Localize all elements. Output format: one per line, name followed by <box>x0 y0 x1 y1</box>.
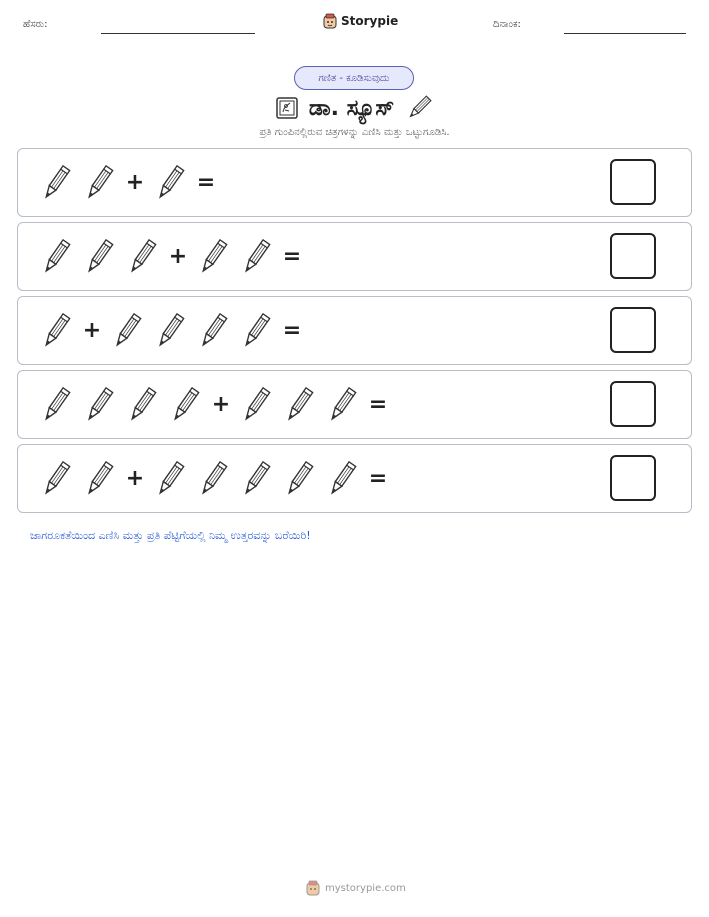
answer-box[interactable] <box>610 233 656 279</box>
plus-sign: + <box>125 466 145 491</box>
title-row <box>0 92 709 124</box>
plus-sign: + <box>82 318 102 343</box>
pencil-icon <box>81 237 117 277</box>
pencil-icon <box>81 385 117 425</box>
pencil-icon <box>324 459 360 499</box>
brand-name: Storypie <box>341 14 399 28</box>
problem-row <box>17 148 692 217</box>
pencil-icon <box>281 459 317 499</box>
equals-sign: = <box>282 244 302 269</box>
site-url: mystorypie.com <box>325 882 406 894</box>
pencil-icon <box>195 237 231 277</box>
answer-box[interactable] <box>610 455 656 501</box>
brand <box>323 13 398 29</box>
pencil-icon <box>81 163 117 203</box>
pencil-icon <box>195 311 231 351</box>
problem-row <box>17 444 692 513</box>
storypie-logo-icon <box>306 880 320 896</box>
storypie-logo-icon <box>323 13 337 29</box>
answer-box[interactable] <box>610 307 656 353</box>
problem-row <box>17 222 692 291</box>
problem-row <box>17 296 692 365</box>
answer-box[interactable] <box>610 159 656 205</box>
pencil-icon <box>324 385 360 425</box>
pencil-icon <box>152 459 188 499</box>
pencil-icon <box>38 163 74 203</box>
equals-sign: = <box>368 392 388 417</box>
equals-sign: = <box>196 170 216 195</box>
answer-box[interactable] <box>610 381 656 427</box>
problem-expression <box>38 223 309 290</box>
pencil-icon <box>81 459 117 499</box>
pencil-icon <box>38 237 74 277</box>
footer-note: ಜಾಗರೂಕತೆಯಿಂದ ಎಣಿಸಿ ಮತ್ತು ಪ್ರತಿ ಪೆಟ್ಟಿಗೆಯಲ್ಲಿ ನಿಮ್ಮ ಉತ್ತರವನ್ನು ಬರೆಯಿರಿ! <box>30 529 311 542</box>
instructions: ಪ್ರತಿ ಗುಂಪಿನಲ್ಲಿರುವ ಚಿತ್ರಗಳನ್ನು ಎಣಿಸಿ ಮತ್ತು ಒಟ್ಟುಗೂಡಿಸಿ. <box>259 127 450 138</box>
plus-sign: + <box>125 170 145 195</box>
name-label: ಹೆಸರು: <box>23 19 48 30</box>
problem-expression <box>38 149 223 216</box>
pencil-icon <box>167 385 203 425</box>
pencil-icon <box>109 311 145 351</box>
plus-sign: + <box>211 392 231 417</box>
plus-sign: + <box>168 244 188 269</box>
problem-expression <box>38 445 395 512</box>
problem-expression <box>38 371 395 438</box>
pencil-icon <box>238 237 274 277</box>
pencil-icon <box>38 311 74 351</box>
pencil-icon <box>195 459 231 499</box>
pencil-icon <box>38 459 74 499</box>
pencil-icon <box>238 459 274 499</box>
pencil-icon <box>238 385 274 425</box>
pencil-icon <box>38 385 74 425</box>
page-title: ಡಾ. ಸ್ಯೂಸ್ <box>308 95 395 121</box>
pencil-icon <box>404 92 434 124</box>
site-footer <box>306 880 406 896</box>
equals-sign: = <box>368 466 388 491</box>
pencil-icon <box>124 385 160 425</box>
problem-expression <box>38 297 309 364</box>
pencil-icon <box>152 311 188 351</box>
date-line[interactable] <box>564 33 686 34</box>
pencil-icon <box>281 385 317 425</box>
equals-sign: = <box>282 318 302 343</box>
pencil-icon <box>238 311 274 351</box>
date-label: ದಿನಾಂಕ: <box>493 19 521 30</box>
problem-row <box>17 370 692 439</box>
subject-badge: ಗಣಿತ - ಕೂಡಿಸುವುದು <box>294 66 414 90</box>
name-line[interactable] <box>101 33 255 34</box>
pencil-icon <box>152 163 188 203</box>
pencil-icon <box>124 237 160 277</box>
book-icon <box>275 96 299 120</box>
